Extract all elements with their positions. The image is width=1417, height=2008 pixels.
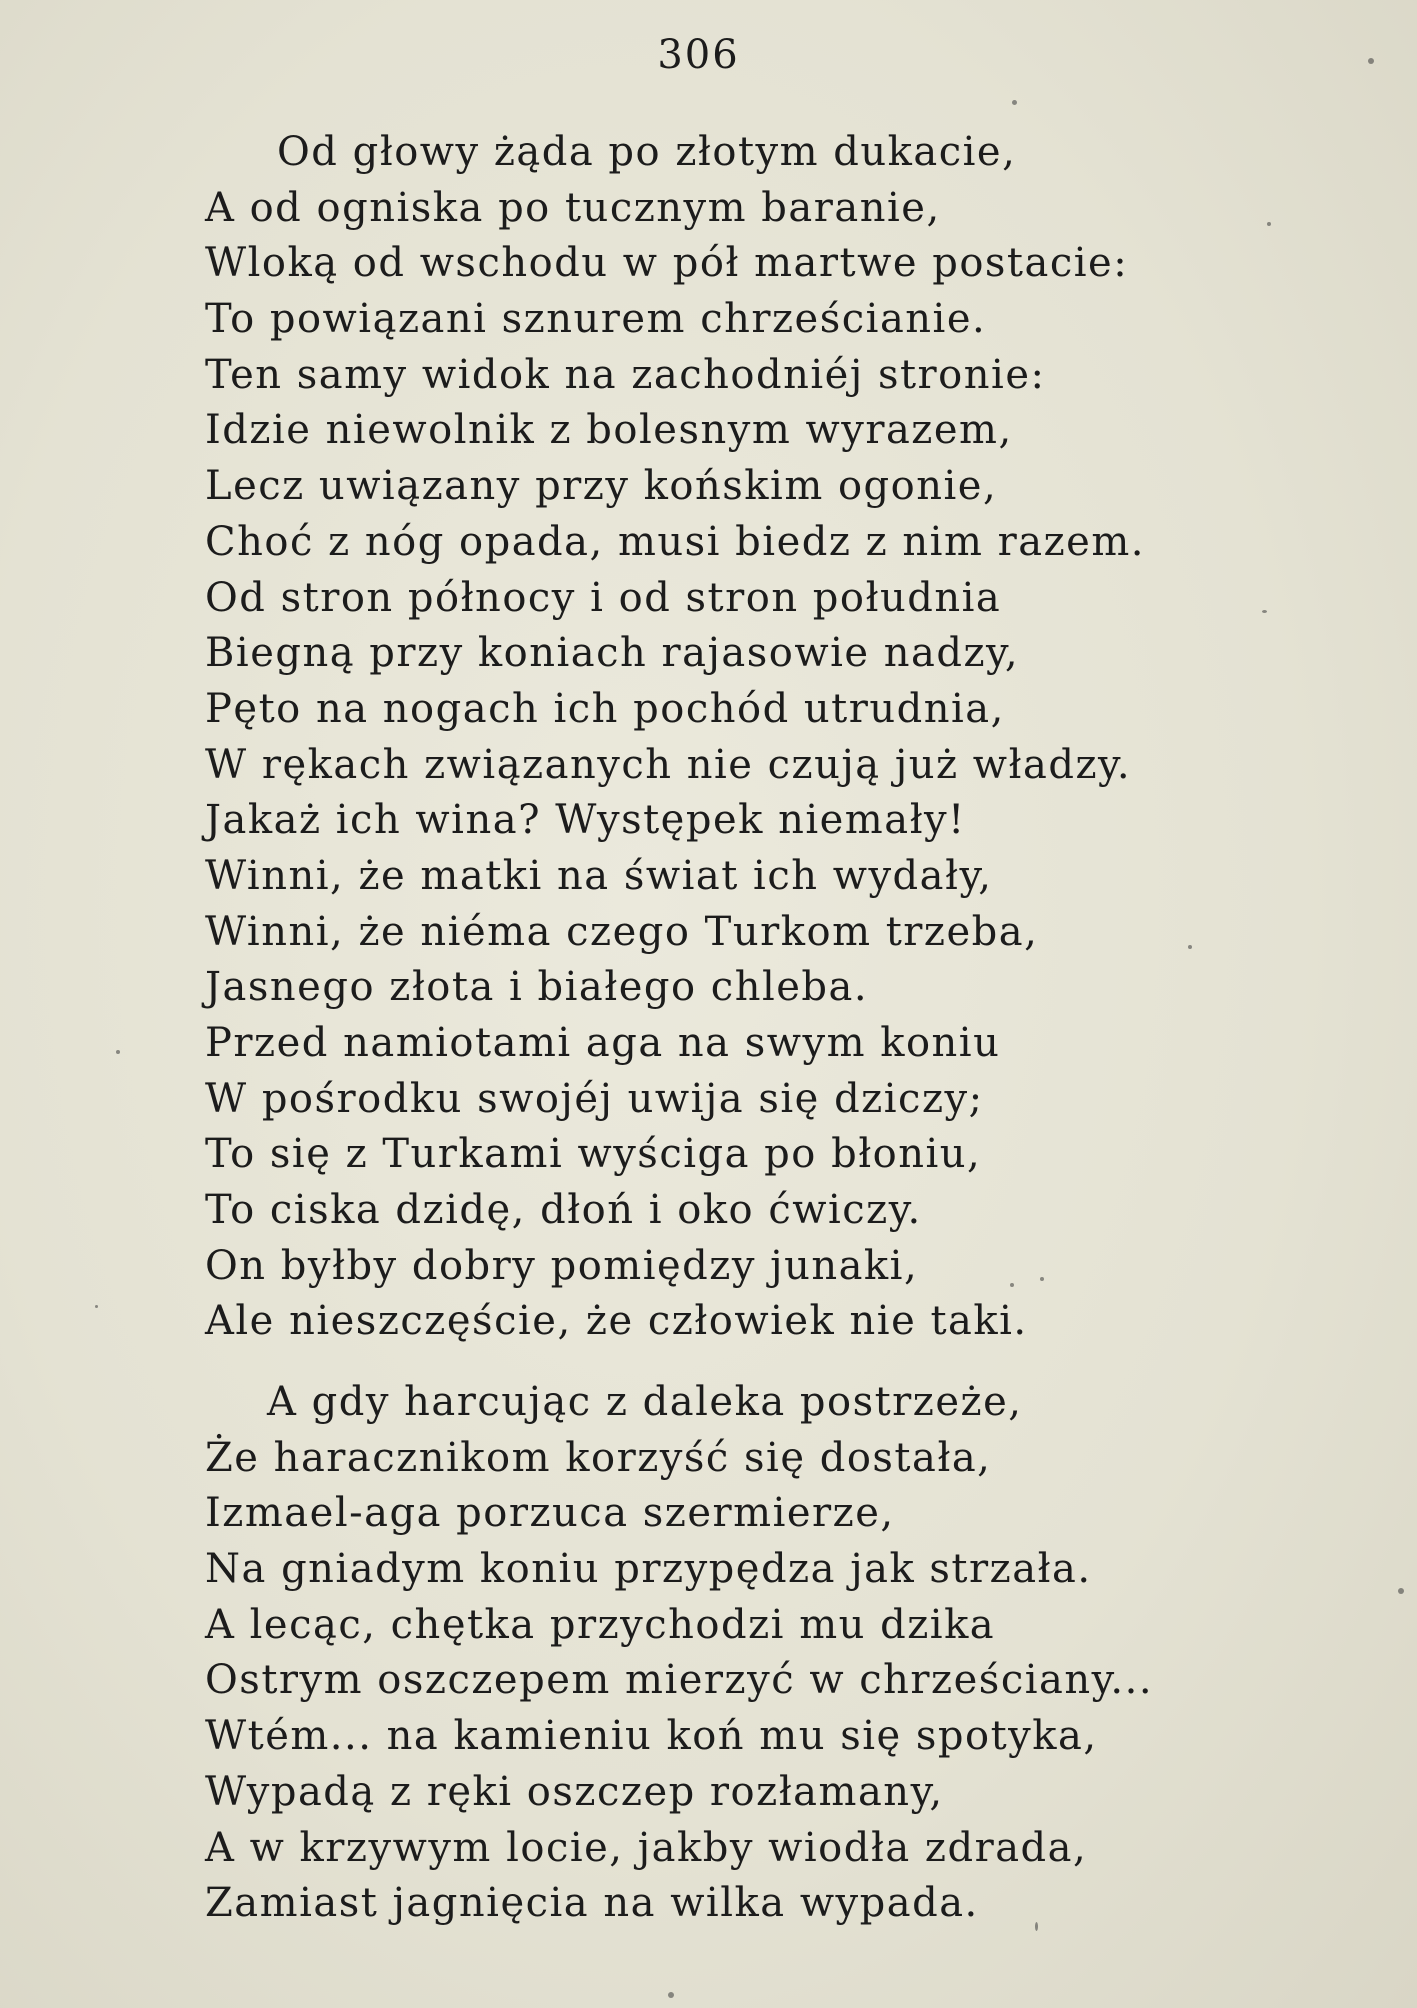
- verse-line: Od stron północy i od stron południa: [205, 574, 1002, 621]
- verse-line: Że haracznikom korzyść się dostała,: [205, 1434, 992, 1481]
- stanza-1: [205, 125, 1145, 1350]
- verse-line: To powiązani sznurem chrześcianie.: [205, 296, 987, 343]
- verse-line: Winni, że niéma czego Turkom trzeba,: [205, 908, 1039, 955]
- paper-speck: [116, 1050, 120, 1054]
- verse-line: Winni, że matki na świat ich wydały,: [205, 852, 993, 899]
- verse-line: Ale nieszczęście, że człowiek nie taki.: [205, 1298, 1028, 1345]
- verse-line: A w krzywym locie, jakby wiodła zdrada,: [205, 1824, 1088, 1871]
- paper-speck: [1368, 58, 1374, 64]
- paper-speck: [1188, 945, 1192, 949]
- paper-speck: [1040, 1277, 1044, 1281]
- verse-line: Przed namiotami aga na swym koniu: [205, 1020, 1001, 1066]
- verse-line: Choć z nóg opada, musi biedz z nim razem.: [205, 518, 1145, 565]
- paper-speck: [95, 1305, 98, 1308]
- verse-line: On byłby dobry pomiędzy junaki,: [205, 1242, 919, 1289]
- verse-line: Wypadą z ręki oszczep rozłamany,: [205, 1768, 944, 1815]
- paper-speck: [668, 1992, 674, 1998]
- verse-line: W rękach związanych nie czują już władzy.: [205, 741, 1132, 788]
- paper-speck: [1262, 610, 1267, 613]
- verse-line: W pośrodku swojéj uwija się dziczy;: [205, 1075, 984, 1122]
- verse-line: To się z Turkami wyściga po błoniu,: [205, 1131, 982, 1178]
- page-number: 306: [657, 32, 740, 78]
- verse-line: A lecąc, chętka przychodzi mu dzika: [205, 1601, 996, 1648]
- verse-line: Idzie niewolnik z bolesnym wyrazem,: [205, 407, 1013, 454]
- paper-speck: [1012, 100, 1017, 105]
- paper-speck: [1010, 1283, 1014, 1287]
- paper-speck: [1267, 222, 1271, 226]
- verse-line: Lecz uwiązany przy końskim ogonie,: [205, 463, 998, 510]
- verse-line: Izmael-aga porzuca szermierze,: [205, 1490, 895, 1537]
- verse-line: Na gniadym koniu przypędza jak strzała.: [205, 1546, 1092, 1593]
- verse-line: Biegną przy koniach rajasowie nadzy,: [205, 630, 1020, 677]
- paper-speck: [1035, 1922, 1038, 1931]
- verse-line: Od głowy żąda po złotym dukacie,: [277, 129, 1017, 175]
- verse-line: Ten samy widok na zachodniéj stronie:: [205, 351, 1046, 398]
- verse-line: Pęto na nogach ich pochód utrudnia,: [205, 685, 1005, 732]
- verse-line: Ostrym oszczepem mierzyć w chrześciany...: [205, 1657, 1154, 1704]
- verse-line: Wloką od wschodu w pół martwe postacie:: [205, 240, 1129, 287]
- verse-line: A gdy harcując z daleka postrzeże,: [267, 1379, 1023, 1425]
- verse-line: Jasnego złota i białego chleba.: [205, 964, 869, 1011]
- verse-line: Jakaż ich wina? Występek niemały!: [205, 797, 966, 844]
- verse-line: A od ogniska po tucznym baranie,: [205, 184, 941, 231]
- paper-speck: [1398, 1588, 1404, 1594]
- stanza-2: [205, 1375, 1153, 1932]
- verse-line: Zamiast jagnięcia na wilka wypada.: [205, 1880, 979, 1927]
- verse-line: Wtém... na kamieniu koń mu się spotyka,: [205, 1713, 1098, 1760]
- verse-line: To ciska dzidę, dłoń i oko ćwiczy.: [205, 1187, 922, 1234]
